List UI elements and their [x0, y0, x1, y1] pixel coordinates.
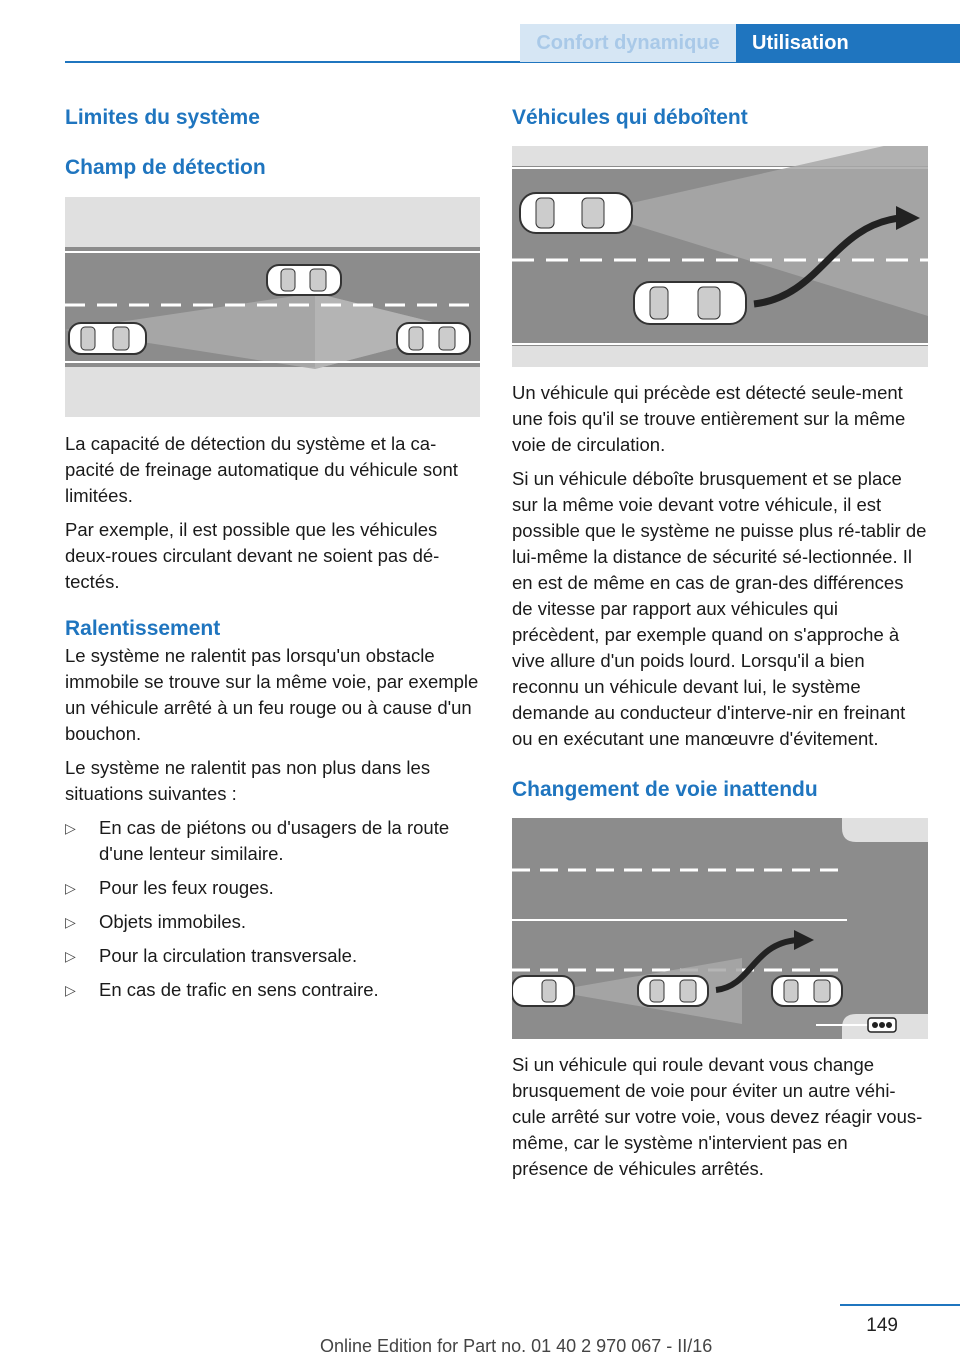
para-unexpected-lane-change: Si un véhicule qui roule devant vous change brusquement de voie pour éviter un autre véhi-cule arrêté sur votre voie, vous devez réagir vous-même, car le système n'intervient pas en présence de véhicules arrêtés.	[512, 1054, 923, 1179]
cut-in-illustration	[512, 146, 928, 367]
left-column	[65, 100, 480, 1011]
page-number: 149	[866, 1315, 898, 1336]
para-no-slowdown: Le système ne ralentit pas lorsqu'un obstacle immobile se trouve sur la même voie, par exemple un véhicule arrêté à un feu rouge ou à cause d'un bouchon.	[65, 645, 479, 744]
list-item: ▷ En cas de piétons ou d'usagers de la route d'une lenteur similaire.	[65, 817, 450, 864]
car-ahead-same-lane	[397, 323, 470, 354]
header-tab-label: Utilisation	[736, 24, 960, 62]
list-item: ▷ Pour les feux rouges.	[65, 875, 480, 901]
list-item: ▷ Pour la circulation transversale.	[65, 943, 480, 969]
lane-changing-car	[638, 976, 708, 1006]
figure-cut-in	[512, 146, 928, 367]
stopped-car	[772, 976, 842, 1006]
para-two-wheelers: Par exemple, il est possible que les véhicules deux-roues circulant devant ne soient pas dé-tectés.	[65, 519, 440, 592]
heading-limites: Limites du système	[65, 106, 260, 129]
subheading-champ: Champ de détection	[65, 156, 266, 179]
lane-change-illustration	[512, 818, 928, 1039]
triangle-bullet-icon: ▷	[65, 820, 76, 836]
edition-note: Online Edition for Part no. 01 40 2 970 067 - II/16	[320, 1336, 713, 1356]
para-cut-in-details: Si un véhicule déboîte brusquement et se place sur la même voie devant votre véhicule, il est possible que le système ne puisse plus ré-tablir de lui-même la distance de sécurité sé-lectionnée. Il en est de même en cas de gran-des différences de vitesse par rapport aux véhicules qui précèdent, par exemple quand on s'approche à vive allure d'un poids lourd. Lorsqu'il a bien reconnu un véhicule devant lui, le système demande au conducteur d'interve-nir en freinant ou en exécutant une manœuvre d'évitement.	[512, 468, 927, 749]
detection-field-illustration	[65, 197, 480, 417]
subheading-changement-voie: Changement de voie inattendu	[512, 778, 818, 801]
subheading-ralentissement: Ralentissement	[65, 617, 221, 640]
cutting-in-car	[634, 282, 746, 324]
triangle-bullet-icon: ▷	[65, 948, 76, 964]
own-car	[512, 976, 574, 1006]
list-item: ▷ En cas de trafic en sens contraire.	[65, 977, 480, 1003]
para-situations: Le système ne ralentit pas non plus dans les situations suivantes :	[65, 757, 431, 804]
para-detection-capacity: La capacité de détection du système et la ca-pacité de freinage automatique du véhicule sont limitées.	[65, 433, 458, 506]
figure-detection-field	[65, 197, 480, 417]
subheading-deboitent: Véhicules qui déboîtent	[512, 106, 748, 129]
situations-list	[65, 815, 480, 1003]
own-car	[69, 323, 146, 354]
triangle-bullet-icon: ▷	[65, 880, 76, 896]
triangle-bullet-icon: ▷	[65, 914, 76, 930]
para-detected-same-lane: Un véhicule qui précède est détecté seule-ment une fois qu'il se trouve entièrement sur la même voie de circulation.	[512, 382, 906, 455]
list-item: ▷ Objets immobiles.	[65, 909, 480, 935]
triangle-bullet-icon: ▷	[65, 982, 76, 998]
figure-lane-change	[512, 818, 928, 1039]
car-ahead-other-lane	[267, 265, 341, 295]
footer-rule	[840, 1304, 960, 1306]
right-column	[512, 100, 928, 1190]
header-section-label: Confort dynamique	[520, 24, 736, 62]
own-car	[520, 193, 632, 233]
